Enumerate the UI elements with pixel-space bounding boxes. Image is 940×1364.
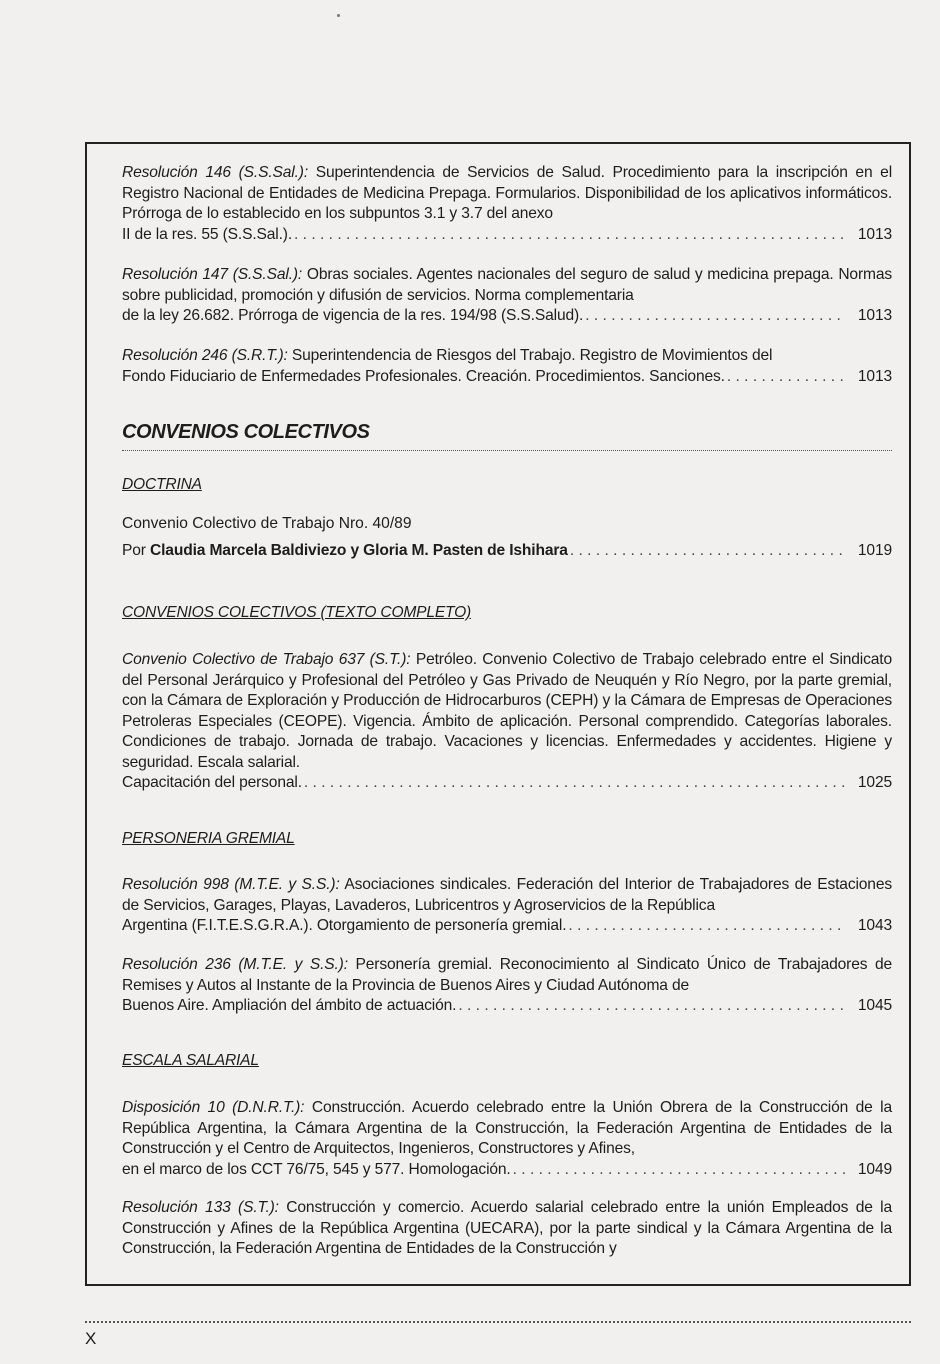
by-label: Por [122,542,150,559]
entry-text-end: en el marco de los CCT 76/75, 545 y 577. Homologación. [122,1160,511,1178]
entry-last-line [122,225,892,246]
entry-text: Superintendencia de Servicios de Salud. Procedimiento para la inscripción en el Registro Nacional de Entidades de Medicina Prepaga. Formularios. Disponibilidad de los aplicativos informáticos. Prórroga de lo establecido en los subpuntos 3.1 y 3.7 del anexo [122,164,893,222]
dot-leader [458,996,846,1017]
entry-reference: Convenio Colectivo de Trabajo 637 (S.T.): [122,651,411,668]
entry-text-end: Buenos Aire. Ampliación del ámbito de actuación. [122,997,457,1014]
entry-last-line [122,541,892,562]
subsection-heading-escala: ESCALA SALARIAL [122,1052,259,1069]
page-folio: X [85,1329,97,1348]
entry-text: Personería gremial. Reconocimiento al Sindicato Único de Trabajadores de Remises y Autos al Instante de la Provincia de Buenos Aires y Ciudad Autónoma de [122,956,892,994]
subsection-heading-texto-completo: CONVENIOS COLECTIVOS (TEXTO COMPLETO) [122,604,472,621]
entry-last-line [122,916,892,937]
entry-last-line [122,1160,892,1181]
doctrina-authors-line [122,541,892,562]
page-number: 1043 [857,917,892,934]
entry-reference: Resolución 236 (M.T.E. y S.S.): [122,956,348,973]
entry-last-line [122,367,892,388]
index-entry-res-147 [122,265,892,327]
entry-reference: Resolución 133 (S.T.): [122,1199,279,1216]
page-number: 1013 [857,225,892,243]
entry-reference: Disposición 10 (D.N.R.T.): [122,1099,305,1116]
page-number: 1019 [857,542,892,559]
entry-text: Construcción y comercio. Acuerdo salarial celebrado entre la unión Empleados de la Construcción y Afines de la República Argentina (UECARA), por la parte sindical y la Cámara Argentina de la Construcción, la Federación Argentina de Entidades de la Construcción y [122,1199,893,1257]
subsection-heading-personeria: PERSONERIA GREMIAL [122,830,295,847]
index-entry-disp-10 [122,1098,892,1180]
page-number: 1049 [857,1160,892,1178]
entry-text: Petróleo. Convenio Colectivo de Trabajo celebrado entre el Sindicato del Personal Jerárquico y Profesional del Petróleo y Gas Privado de Neuquén y Río Negro, por la parte gremial, con la Cámara de Exploración y Producción de Hidrocarburos (CEPH) y la Cámara de Empresas de Operaciones Petroleras Especiales (CEOPE). Vigencia. Ámbito de aplicación. Personal comprendido. Categorías laborales. Condiciones de trabajo. Jornada de trabajo. Vacaciones y licencias. Enfermedades y accidentes. Higiene y seguridad. Escala salarial. [122,651,892,771]
dot-leader [513,1160,846,1181]
index-entry-cct-637 [122,650,892,794]
entry-text-end [122,541,568,562]
entry-text-end: Capacitación del personal. [122,774,302,791]
entry-text-end: Argentina (F.I.T.E.S.G.R.A.). Otorgamiento de personería gremial. [122,917,567,934]
dot-leader [585,306,846,327]
page-number: 1013 [857,367,892,385]
dot-leader [568,916,846,937]
footer-rule [85,1321,911,1323]
dot-leader [294,225,846,246]
section-title: CONVENIOS COLECTIVOS [122,421,892,451]
entry-last-line [122,996,892,1017]
print-speck [337,14,340,17]
entry-text-end: de la ley 26.682. Prórroga de vigencia de la res. 194/98 (S.S.Salud). [122,307,584,324]
dot-leader [304,773,846,794]
entry-reference: Resolución 998 (M.T.E. y S.S.): [122,876,340,893]
entry-text-end: II de la res. 55 (S.S.Sal.). [122,225,293,243]
entry-last-line [122,306,892,327]
dot-leader [727,367,846,388]
entry-text: Construcción. Acuerdo celebrado entre la Unión Obrera de la Construcción de la República Argentina, la Cámara Argentina de la Construcción, la Federación Argentina de Entidades de la Construcción y el Centro de Arquitectos, Ingenieros, Constructores y Afines, [122,1099,892,1157]
entry-last-line [122,773,892,794]
entry-text: Asociaciones sindicales. Federación del Interior de Trabajadores de Estaciones de Servicios, Garages, Playas, Lavaderos, Lubricentros y Agroservicios de la República [122,876,892,914]
index-entry-res-246 [122,346,892,387]
index-entry-res-236 [122,955,892,1017]
doctrina-title: Convenio Colectivo de Trabajo Nro. 40/89 [122,515,412,532]
entry-reference: Resolución 147 (S.S.Sal.): [122,266,303,283]
entry-text: Superintendencia de Riesgos del Trabajo. Registro de Movimientos del [287,347,773,364]
authors: Claudia Marcela Baldiviezo y Gloria M. Pasten de Ishihara [150,542,568,559]
entry-text-end: Fondo Fiduciario de Enfermedades Profesionales. Creación. Procedimientos. Sanciones. [122,367,725,385]
page-number: 1025 [857,774,892,791]
page-number: 1013 [857,307,892,324]
entry-reference: Resolución 246 (S.R.T.): [122,347,288,364]
page-number: 1045 [857,997,892,1014]
index-entry-res-146 [122,163,892,245]
index-entry-res-133 [122,1198,892,1260]
dot-leader [570,541,846,562]
entry-reference: Resolución 146 (S.S.Sal.): [122,164,309,181]
entry-text: Obras sociales. Agentes nacionales del seguro de salud y medicina prepaga. Normas sobre publicidad, promoción y difusión de servicios. Norma complementaria [122,266,893,304]
index-entry-res-998 [122,875,892,937]
subsection-heading-doctrina: DOCTRINA [122,476,202,493]
